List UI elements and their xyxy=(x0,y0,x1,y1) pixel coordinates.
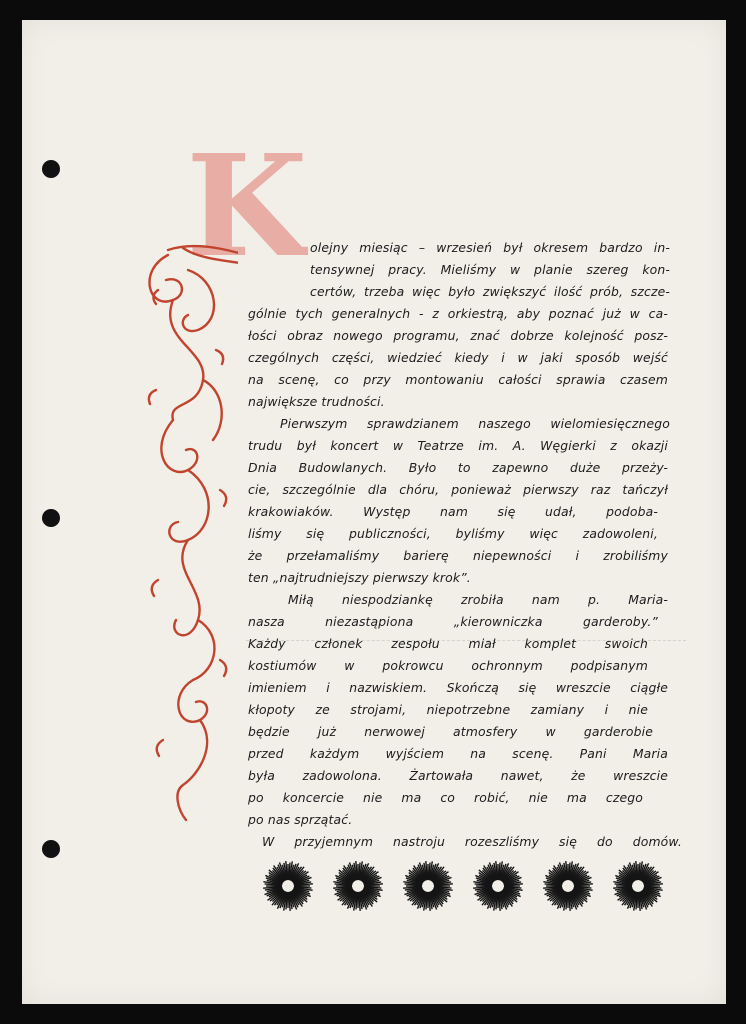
rosette-ornament xyxy=(542,860,594,912)
rosette-row xyxy=(262,860,672,916)
drop-cap-letter: K xyxy=(186,135,308,285)
text-line: kłopoty ze strojami, niepotrzebne zamiany i nie xyxy=(248,702,648,717)
text-line: olejny miesiąc – wrzesień był okresem bardzo in- xyxy=(310,240,670,255)
text-line: będzie już nerwowej atmosfery w garderobie xyxy=(248,724,653,739)
text-line: na scenę, co przy montowaniu całości sprawia czasem xyxy=(248,372,668,387)
rosette-ornament xyxy=(612,860,664,912)
text-line: Każdy członek zespołu miał komplet swoich xyxy=(248,636,648,651)
text-line: liśmy się publiczności, byliśmy więc zadowoleni, xyxy=(248,526,658,541)
text-line: imieniem i nazwiskiem. Skończą się wreszcie ciągłe xyxy=(248,680,668,695)
text-line: była zadowolona. Żartowała nawet, że wreszcie xyxy=(248,768,668,783)
text-line: cie, szczególnie dla chóru, ponieważ pierwszy raz tańczył xyxy=(248,482,668,497)
text-line: tensywnej pracy. Mieliśmy w planie szereg kon- xyxy=(310,262,670,277)
text-line: Miłą niespodziankę zrobiła nam p. Maria- xyxy=(288,592,668,607)
rosette-ornament xyxy=(402,860,454,912)
text-line: łości obraz nowego programu, znać dobrze kolejność posz- xyxy=(248,328,668,343)
text-line: Dnia Budowlanych. Było to zapewno duże przeży- xyxy=(248,460,668,475)
text-line: certów, trzeba więc było zwiększyć ilość prób, szcze- xyxy=(310,284,670,299)
text-line: trudu był koncert w Teatrze im. A. Węgierki z okazji xyxy=(248,438,668,453)
text-line: nasza niezastąpiona „kierowniczka garderoby.” xyxy=(248,614,658,629)
text-line: po koncercie nie ma co robić, nie ma czego xyxy=(248,790,643,805)
text-line: W przyjemnym nastroju rozeszliśmy się do domów. xyxy=(262,834,682,849)
text-line: gólnie tych generalnych - z orkiestrą, aby poznać już w ca- xyxy=(248,306,668,321)
text-line: czególnych części, wiedzieć kiedy i w jaki sposób wejść xyxy=(248,350,668,365)
text-line: krakowiaków. Występ nam się udał, podoba- xyxy=(248,504,658,519)
rosette-ornament xyxy=(472,860,524,912)
text-line: największe trudności. xyxy=(248,394,385,409)
text-line: po nas sprzątać. xyxy=(248,812,353,827)
text-line: przed każdym wyjściem na scenę. Pani Maria xyxy=(248,746,668,761)
text-line: kostiumów w pokrowcu ochronnym podpisanym xyxy=(248,658,648,673)
rosette-ornament xyxy=(332,860,384,912)
text-line: ten „najtrudniejszy pierwszy krok”. xyxy=(248,570,471,585)
text-line: że przełamaliśmy barierę niepewności i zrobiliśmy xyxy=(248,548,668,563)
text-line: Pierwszym sprawdzianem naszego wielomiesięcznego xyxy=(280,416,670,431)
rosette-ornament xyxy=(262,860,314,912)
